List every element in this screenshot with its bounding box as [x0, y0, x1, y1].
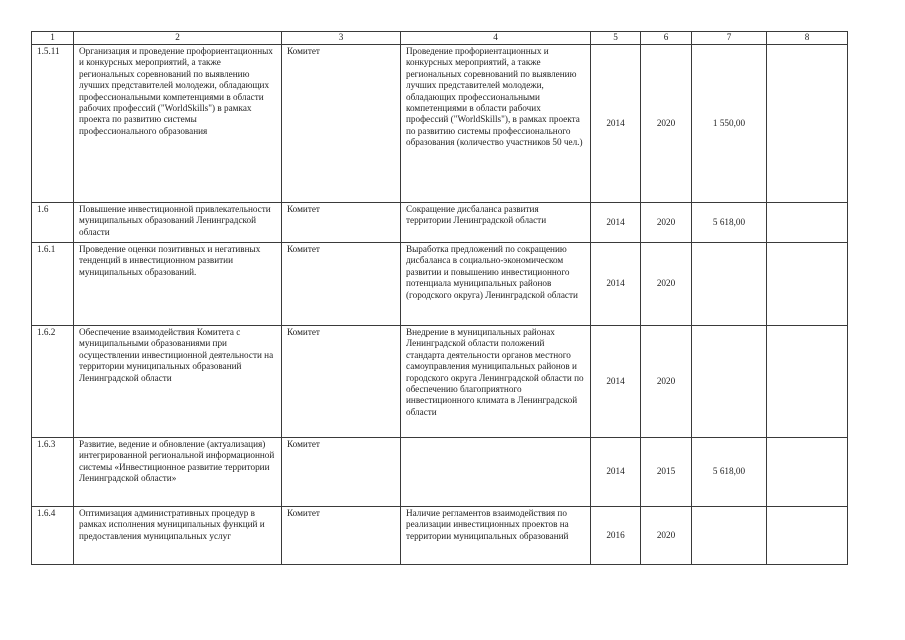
expected-result: Сокращение дисбаланса развития территории Ленинградской области: [401, 203, 591, 243]
expected-result: [401, 438, 591, 507]
end-year: 2020: [641, 507, 692, 565]
header-col-4: 4: [401, 32, 591, 45]
row-number: 1.5.11: [32, 45, 74, 203]
table-row: [32, 507, 848, 565]
activity-name: Оптимизация административных процедур в рамках исполнения муниципальных функций и предоставления муниципальных услуг: [74, 507, 282, 565]
header-col-2: 2: [74, 32, 282, 45]
executor: Комитет: [282, 45, 401, 203]
program-activities-table: [31, 31, 848, 565]
start-year: 2014: [591, 326, 641, 438]
expected-result: Наличие регламентов взаимодействия по реализации инвестиционных проектов на территории муниципальных образований: [401, 507, 591, 565]
table-row: [32, 326, 848, 438]
activity-name: Организация и проведение профориентационных и конкурсных мероприятий, а также региональных соревнований по выявлению лучших представителей молодежи, обладающих профессиональными компетенциями в области рабочих профессий ("WorldSkills") в рамках проекта по развитию системы профессионального образования: [74, 45, 282, 203]
start-year: 2014: [591, 203, 641, 243]
table-row: [32, 243, 848, 326]
header-col-3: 3: [282, 32, 401, 45]
header-row: [32, 32, 848, 45]
table-row: [32, 203, 848, 243]
header-col-8: 8: [767, 32, 848, 45]
executor: Комитет: [282, 438, 401, 507]
activity-name: Повышение инвестиционной привлекательности муниципальных образований Ленинградской области: [74, 203, 282, 243]
start-year: 2014: [591, 45, 641, 203]
header-col-7: 7: [692, 32, 767, 45]
start-year: 2016: [591, 507, 641, 565]
activity-name: Развитие, ведение и обновление (актуализация) интегрированной региональной информационной системы «Инвестиционное развитие территории Ленинградской области»: [74, 438, 282, 507]
executor: Комитет: [282, 326, 401, 438]
row-number: 1.6.2: [32, 326, 74, 438]
executor: Комитет: [282, 243, 401, 326]
funding-amount: 5 618,00: [692, 438, 767, 507]
header-col-6: 6: [641, 32, 692, 45]
column-8-cell: [767, 243, 848, 326]
row-number: 1.6.3: [32, 438, 74, 507]
row-number: 1.6: [32, 203, 74, 243]
end-year: 2020: [641, 45, 692, 203]
executor: Комитет: [282, 507, 401, 565]
table-row: [32, 45, 848, 203]
column-8-cell: [767, 326, 848, 438]
column-8-cell: [767, 507, 848, 565]
row-number: 1.6.1: [32, 243, 74, 326]
activity-name: Проведение оценки позитивных и негативных тенденций в инвестиционном развитии муниципальных образований.: [74, 243, 282, 326]
funding-amount: 5 618,00: [692, 203, 767, 243]
end-year: 2020: [641, 326, 692, 438]
funding-amount: [692, 326, 767, 438]
expected-result: Внедрение в муниципальных районах Ленинградской области положений стандарта деятельности органов местного самоуправления муниципальных районов и городского округа Ленинградской области по обеспечению благоприятного инвестиционного климата в Ленинградской области: [401, 326, 591, 438]
expected-result: Проведение профориентационных и конкурсных мероприятий, а также региональных соревнований по выявлению лучших представителей молодежи, обладающих профессиональными компетенциями в области рабочих профессий ("WorldSkills"), в рамках проекта по развитию системы профессионального образования (количество участников 50 чел.): [401, 45, 591, 203]
header-col-1: 1: [32, 32, 74, 45]
start-year: 2014: [591, 438, 641, 507]
column-8-cell: [767, 203, 848, 243]
column-8-cell: [767, 45, 848, 203]
end-year: 2020: [641, 243, 692, 326]
column-8-cell: [767, 438, 848, 507]
end-year: 2015: [641, 438, 692, 507]
row-number: 1.6.4: [32, 507, 74, 565]
start-year: 2014: [591, 243, 641, 326]
executor: Комитет: [282, 203, 401, 243]
funding-amount: 1 550,00: [692, 45, 767, 203]
header-col-5: 5: [591, 32, 641, 45]
table-row: [32, 438, 848, 507]
activity-name: Обеспечение взаимодействия Комитета с муниципальными образованиями при осуществлении инвестиционной деятельности на территории муниципальных образований Ленинградской области: [74, 326, 282, 438]
end-year: 2020: [641, 203, 692, 243]
funding-amount: [692, 243, 767, 326]
expected-result: Выработка предложений по сокращению дисбаланса в социально-экономическом развитии и повышению инвестиционного потенциала муниципальных районов (городского округа) Ленинградской области: [401, 243, 591, 326]
funding-amount: [692, 507, 767, 565]
